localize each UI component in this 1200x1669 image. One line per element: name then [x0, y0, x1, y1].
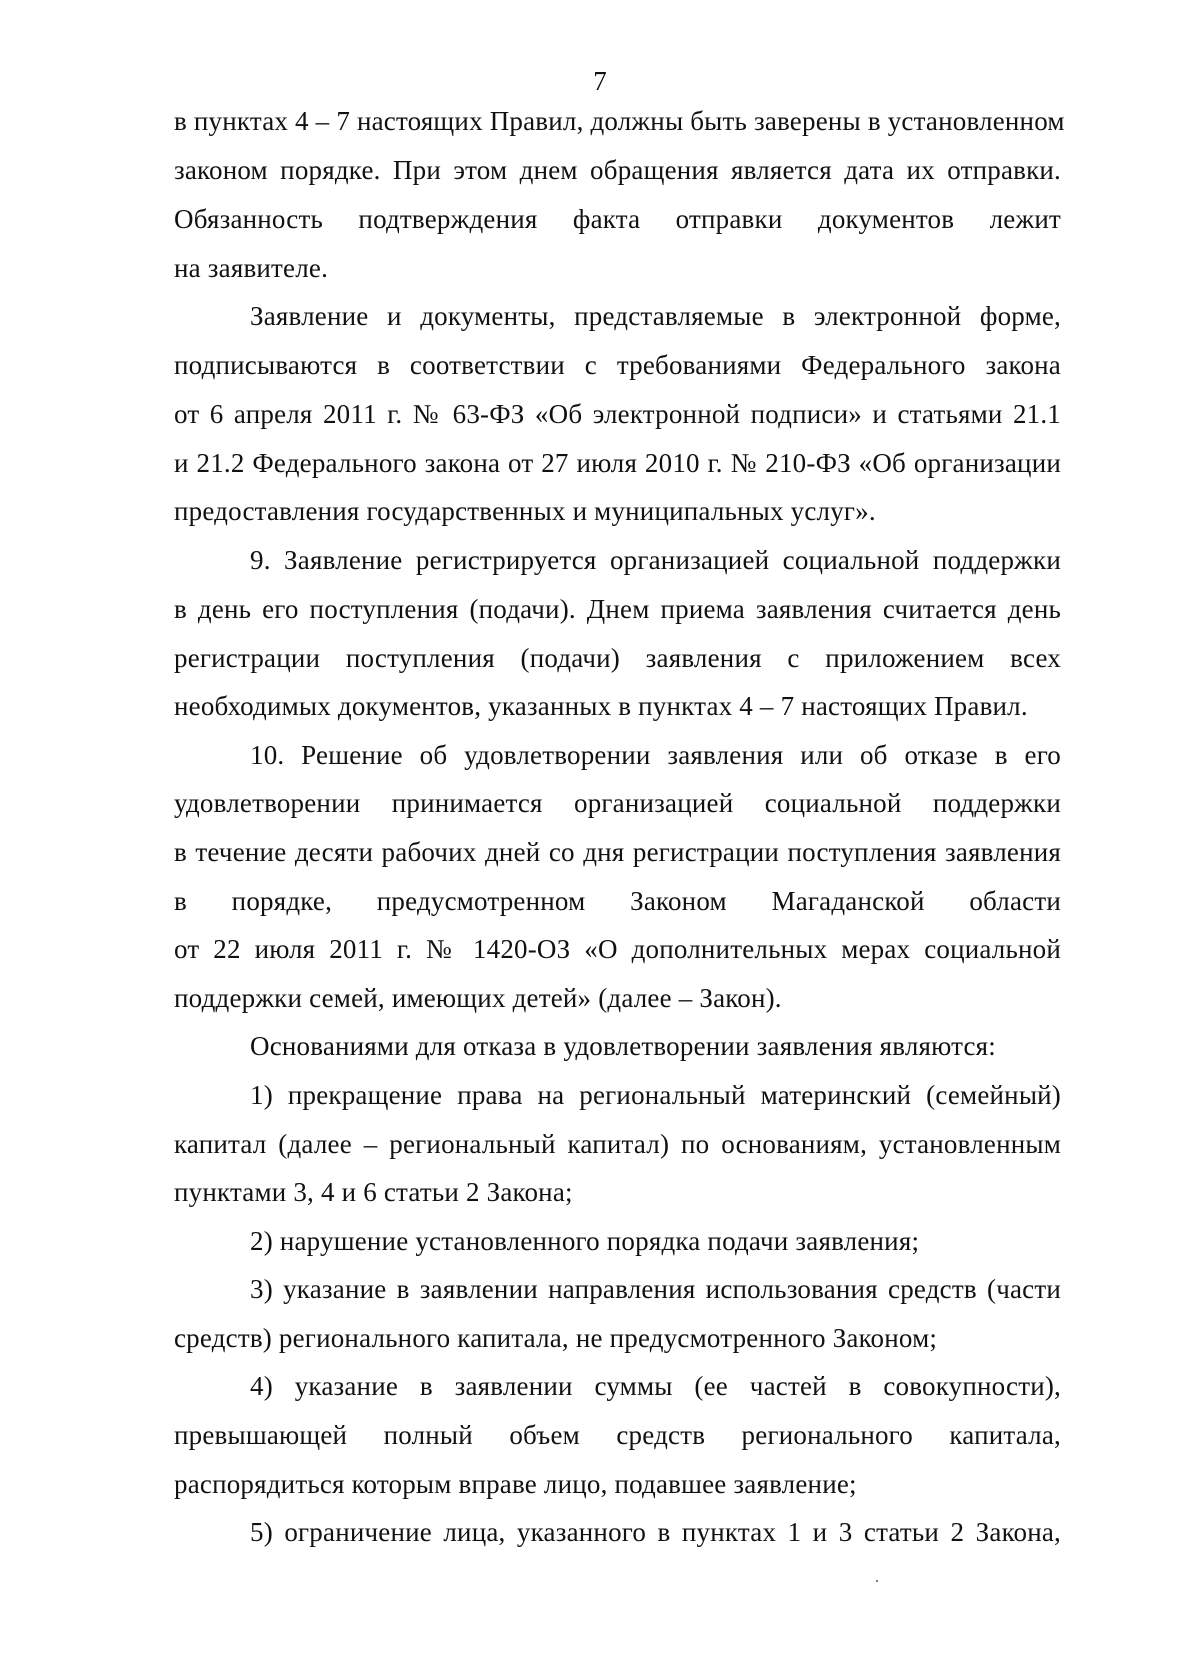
scan-speck	[876, 1580, 878, 1582]
page-number: 7	[593, 66, 607, 96]
text-line: от 6 апреля 2011 г. № 63-ФЗ «Об электронной подписи» и статьями 21.1	[174, 399, 1061, 429]
text-line: необходимых документов, указанных в пунктах 4 – 7 настоящих Правил.	[174, 691, 1028, 721]
text-line: 5) ограничение лица, указанного в пунктах 1 и 3 статьи 2 Закона,	[250, 1517, 1061, 1547]
text-line: распорядиться которым вправе лицо, подавшее заявление;	[174, 1469, 857, 1499]
text-line: Заявление и документы, представляемые в электронной форме,	[250, 301, 1061, 331]
text-line: 10. Решение об удовлетворении заявления или об отказе в его	[250, 740, 1061, 770]
text-line: капитал (далее – региональный капитал) по основаниям, установленным	[174, 1129, 1061, 1159]
text-line: предоставления государственных и муниципальных услуг».	[174, 496, 876, 526]
text-line: 1) прекращение права на региональный материнский (семейный)	[250, 1080, 1061, 1110]
text-line: удовлетворении принимается организацией социальной поддержки	[174, 788, 1061, 818]
text-line: в пунктах 4 – 7 настоящих Правил, должны быть заверены в установленном	[174, 106, 1065, 136]
text-line: в день его поступления (подачи). Днем приема заявления считается день	[174, 594, 1061, 624]
text-line: поддержки семей, имеющих детей» (далее – Закон).	[174, 983, 782, 1013]
text-line: пунктами 3, 4 и 6 статьи 2 Закона;	[174, 1177, 573, 1207]
text-line: 2) нарушение установленного порядка подачи заявления;	[250, 1226, 920, 1256]
text-line: на заявителе.	[174, 253, 329, 283]
text-line: 4) указание в заявлении суммы (ее частей в совокупности),	[250, 1371, 1061, 1401]
text-line: в порядке, предусмотренном Законом Магаданской области	[174, 886, 1061, 916]
text-line: превышающей полный объем средств регионального капитала,	[174, 1420, 1061, 1450]
text-line: регистрации поступления (подачи) заявления с приложением всех	[174, 643, 1061, 673]
text-line: Обязанность подтверждения факта отправки документов лежит	[174, 204, 1061, 234]
text-line: Основаниями для отказа в удовлетворении заявления являются:	[250, 1031, 996, 1061]
text-line: 3) указание в заявлении направления использования средств (части	[250, 1274, 1061, 1304]
text-line: законом порядке. При этом днем обращения является дата их отправки.	[174, 155, 1061, 185]
text-line: подписываются в соответствии с требованиями Федерального закона	[174, 350, 1061, 380]
text-line: 9. Заявление регистрируется организацией социальной поддержки	[250, 545, 1061, 575]
text-line: от 22 июля 2011 г. № 1420-ОЗ «О дополнительных мерах социальной	[174, 934, 1061, 964]
text-line: и 21.2 Федерального закона от 27 июля 2010 г. № 210-ФЗ «Об организации	[174, 448, 1061, 478]
text-line: средств) регионального капитала, не предусмотренного Законом;	[174, 1323, 938, 1353]
text-line: в течение десяти рабочих дней со дня регистрации поступления заявления	[174, 837, 1061, 867]
